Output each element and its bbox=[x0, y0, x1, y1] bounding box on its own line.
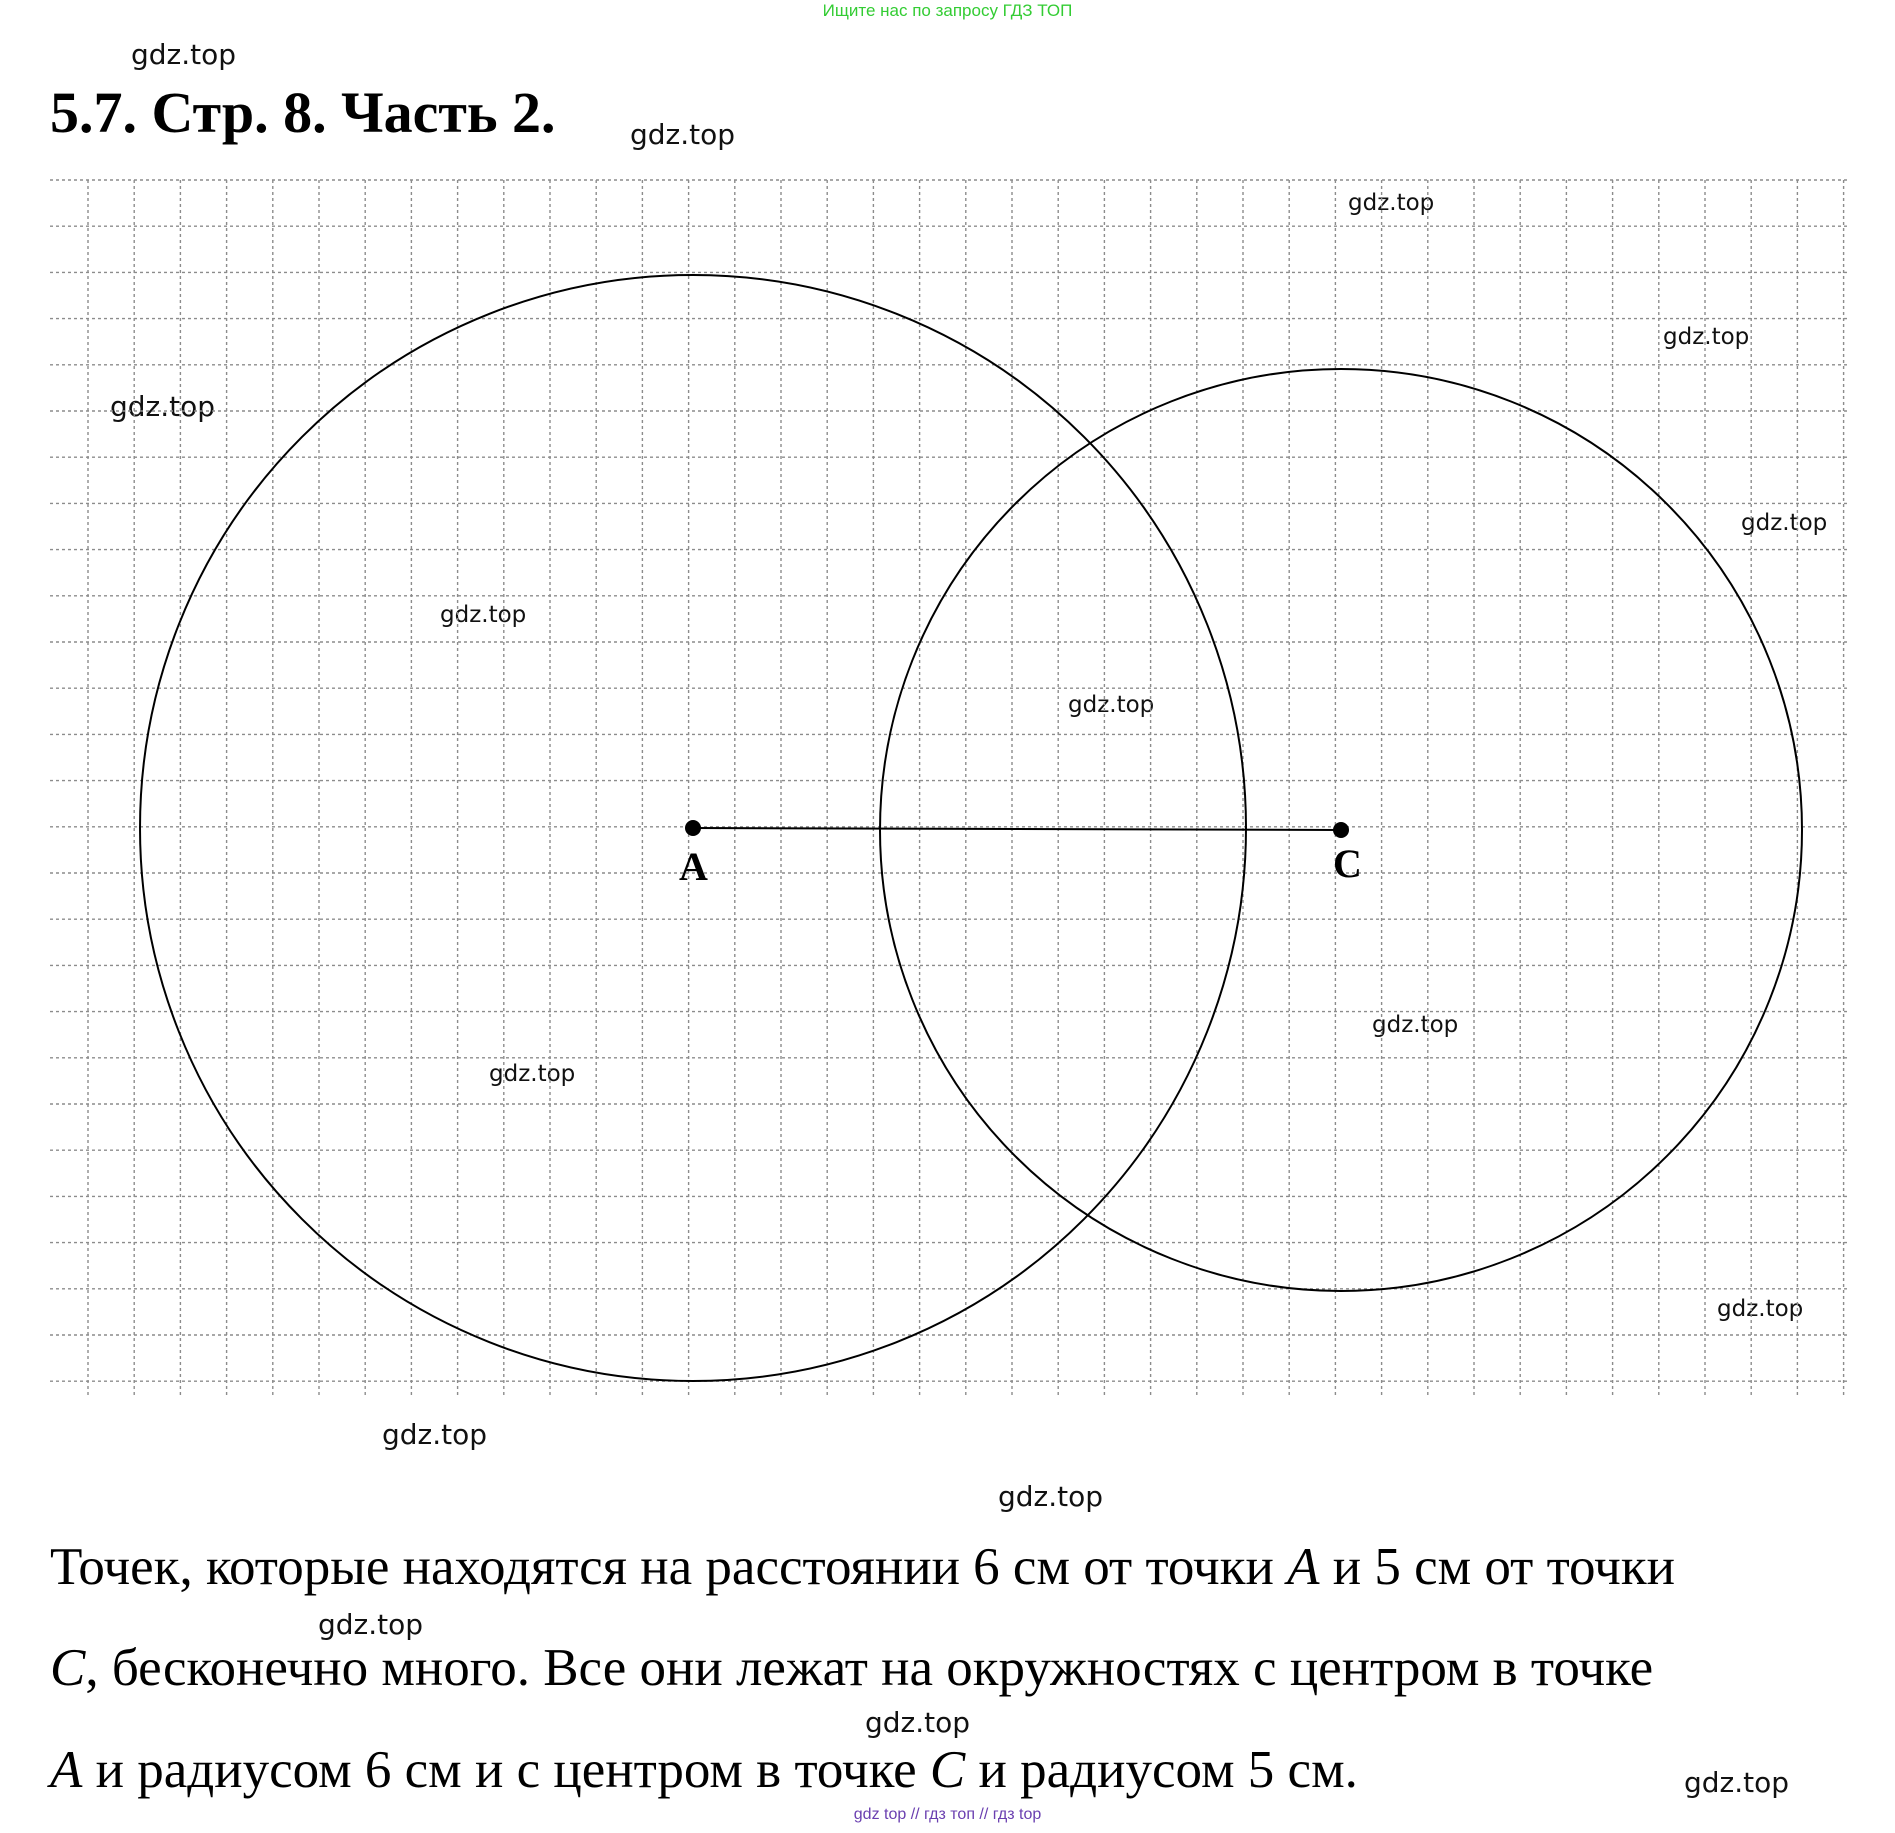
watermark: gdz.top bbox=[1068, 692, 1155, 718]
watermark: gdz.top bbox=[1717, 1296, 1804, 1322]
answer-line-1 bbox=[50, 1537, 1840, 1597]
point-c-label: C bbox=[1333, 841, 1362, 886]
point-c bbox=[1333, 822, 1349, 838]
point-a bbox=[685, 820, 701, 836]
segment-ac bbox=[693, 828, 1341, 830]
watermark: gdz.top bbox=[630, 118, 736, 151]
answer-text: и 5 см от точки bbox=[1319, 1538, 1675, 1596]
watermark: gdz.top bbox=[318, 1608, 424, 1641]
watermark: gdz.top bbox=[110, 390, 216, 423]
variable-a: A bbox=[50, 1741, 83, 1799]
answer-text: , бесконечно много. Все они лежат на окружностях с центром в точке bbox=[85, 1639, 1654, 1697]
watermark: gdz.top bbox=[440, 602, 527, 628]
variable-c: C bbox=[929, 1741, 966, 1799]
watermark: gdz.top bbox=[382, 1418, 488, 1451]
variable-a: A bbox=[1287, 1538, 1320, 1596]
watermark: gdz.top bbox=[1372, 1012, 1459, 1038]
answer-text: и радиусом 5 см. bbox=[965, 1741, 1358, 1799]
footer-links[interactable]: gdz top // гдз топ // гдз top bbox=[853, 1806, 1042, 1823]
watermark: gdz.top bbox=[489, 1061, 576, 1087]
watermark: gdz.top bbox=[1348, 190, 1435, 216]
variable-c: C bbox=[50, 1639, 86, 1697]
answer-text: и радиусом 6 см и с центром в точке bbox=[82, 1741, 930, 1799]
watermark: gdz.top bbox=[865, 1706, 971, 1739]
watermark: gdz.top bbox=[998, 1480, 1104, 1513]
point-a-label: A bbox=[679, 844, 708, 889]
watermark: gdz.top bbox=[1663, 324, 1750, 350]
answer-line-2 bbox=[50, 1638, 1840, 1698]
answer-text: Точек, которые находятся на расстоянии 6 см от точки bbox=[50, 1538, 1288, 1596]
page-title: 5.7. Стр. 8. Часть 2. bbox=[50, 80, 556, 145]
watermark: gdz.top bbox=[1684, 1766, 1790, 1799]
top-banner[interactable]: Ищите нас по запросу ГДЗ ТОП bbox=[822, 1, 1073, 20]
answer-line-3 bbox=[50, 1740, 1840, 1800]
watermark: gdz.top bbox=[131, 38, 237, 71]
grid-paper bbox=[50, 180, 1848, 1398]
watermark: gdz.top bbox=[1741, 510, 1828, 536]
